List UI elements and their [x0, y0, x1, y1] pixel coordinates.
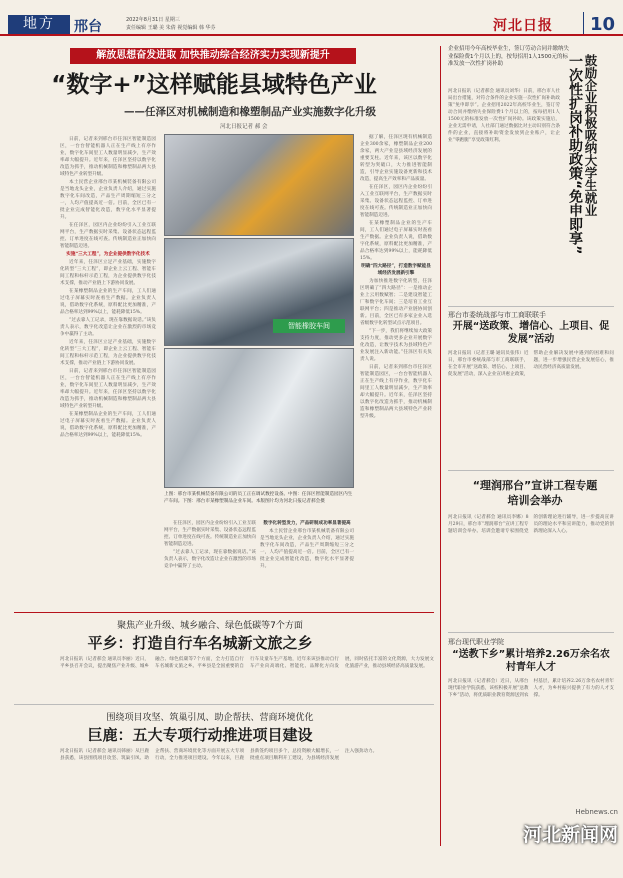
paragraph: 日前，记者来到邢台市任泽区智能制造园区，一台台智能机器人正在生产线上有序作业，数字化车间里工人数量明显减少，生产效率却大幅提升。近年来，任泽区坚持以数字化改造为抓手，推动机械制造和橡塑制品两大县域特色产业转型升级。: [360, 365, 432, 419]
news1-vertical-title-a: 鼓励企业积极吸纳大学生就业: [583, 54, 598, 217]
city-label: 邢台: [74, 19, 102, 35]
byline: 河北日报记者 郝 会: [220, 124, 268, 130]
watermark-logo: 河北新闻网: [522, 824, 618, 846]
workshop-sign: 智能橡胶车间: [273, 319, 345, 333]
main-article-col-2a: [164, 520, 256, 604]
news1-deck: [448, 46, 570, 69]
paragraph: “过去靠人工记录，现在靠数据说话。”该负责人表示，数字化改造让企业在激烈的市场竞争中赢得了主动。: [164, 550, 256, 569]
paragraph: 在某橡塑制品企业的生产车间，工人们通过电子屏幕实时查看生产数据。企业负责人说，借助数字化系统，原料配比更加精准，产品合格率达到99%以上，能耗降低15%。: [360, 221, 432, 261]
photo-robot-arm: [164, 134, 354, 236]
paragraph: 近年来，任泽区立足产业基础，实施数字化转型“三大工程”，即企业上云工程、智能车间工程和标杆示范工程，为企业提供数字化技术支撑，推动产业链上下游协同发展。: [60, 260, 156, 286]
news4-kicker: 邢台现代职业学院: [448, 638, 504, 646]
paragraph: 日前，记者来到邢台市任泽区智能制造园区，一台台智能机器人正在生产线上有序作业，数字化车间里工人数量明显减少，生产效率却大幅提升。近年来，任泽区坚持以数字化改造为抓手，推动机械制造和橡塑制品两大县域特色产业转型升级。: [60, 137, 156, 177]
julu-kicker: 围绕项目攻坚、筑巢引凤、助企帮扶、营商环境优化: [106, 713, 314, 723]
photo-factory-hall: [164, 348, 354, 488]
main-article-col-2b: [260, 520, 354, 604]
photo-production-line: [164, 238, 354, 346]
news4-text: 河北日报讯（记者郝会）近日，从邢台现代职业学院获悉，该校积极开展“送教下乡”活动，将优质职业教育资源送到农村基层，累计培养2.26万余名农村青年人才，为乡村振兴提供了有力的人才支撑。: [448, 679, 614, 698]
section-label: 地方: [23, 16, 55, 32]
section-divider: [14, 612, 434, 613]
date-line: 2022年8月31日 星期三: [126, 17, 180, 23]
paragraph: 在任泽区，园区内企业纷纷引入工业互联网平台，生产数据实时采集、设备状态远程监控、订单进度在线可查。传统制造业正加快向智能制造迈进。: [360, 185, 432, 218]
paragraph: 在某橡塑制品企业的生产车间，工人们通过电子屏幕实时查看生产数据。企业负责人说，借助数字化系统，原料配比更加精准，产品合格率达到99%以上，能耗降低15%。: [60, 289, 156, 315]
news4-headline: “送教下乡”累计培养2.26万余名农村青年人才: [452, 649, 610, 673]
paragraph: “过去靠人工记录，现在靠数据说话。”该负责人表示，数字化改造让企业在激烈的市场竞争中赢得了主动。: [60, 318, 156, 337]
main-article-col-3: [360, 134, 432, 604]
paragraph: 在任泽区，园区内企业纷纷引入工业互联网平台，生产数据实时采集、设备状态远程监控、订单进度在线可查。传统制造业正加快向智能制造迈进。: [164, 521, 256, 547]
julu-text: 河北日报讯（记者郝会 通讯员韩丽）从巨鹿县获悉，该县围绕项目攻坚、筑巢引凤、助企帮扶、营商环境优化等方面开展五大专项行动，全力推进项目建设。今年以来，巨鹿县新签约项目多个，总投资额大幅增长，一批重点项目顺利开工建设，为县域经济发展注入强劲动力。: [60, 749, 378, 761]
paragraph: 本土民营企业邢台市某机械装备有限公司是当地龙头企业，企业负责人介绍，通过实施数字化车间改造，产品生产周期缩短三分之一，人均产值提高近一倍。目前，全区已有一批企业完成智能化改造，数字化水平显著提升。: [260, 529, 354, 569]
subheading: 明确“四大路径”，打造数字赋能县域经济发展新引擎: [361, 264, 431, 276]
news2-text: 河北日报讯（记者王璐 通讯员张伟）近日，邢台市委统战部与市工商联联手，在全市开展“送政策、增信心、上项目、促发展”活动，深入企业宣讲惠企政策，帮助企业解决发展中遇到的困难和问题，进一步增强民营企业发展信心，推动民营经济高质量发展。: [448, 351, 614, 377]
news3-headline: “理润邢台”宣讲工程专题培训会举办: [472, 479, 598, 507]
paragraph: 据了解，任泽区现有机械制造企业300余家，橡塑制品企业200余家，两大产业是县域经济发展的重要支柱。近年来，该区以数字化转型为突破口，大力推进智能制造，引导企业实施设备更新和技术改造，提高生产效率和产品质量。: [360, 135, 432, 182]
main-article-col-1: [60, 136, 156, 606]
sidebar-divider: [448, 470, 614, 471]
pingxiang-kicker: 聚焦产业升级、城乡融合、绿色低碳等7个方面: [117, 621, 303, 631]
subheading: 数字化转型发力，产品研制成功率显著提高: [263, 521, 351, 526]
news1-vertical-title-b: 一次性扩岗补助政策“免申即享”: [567, 54, 583, 255]
pingxiang-text: 河北日报讯（记者郝会 通讯员李丽）近日，平乡县召开会议，提出聚焦产业升级、城乡融合、绿色低碳等7个方面，全力打造自行车名城新文旅之乡。平乡县是全国重要的自行车及童车生产基地，近年来该县推动自行车产业向高端化、智能化、品牌化方向发展，同时依托丰富的文化资源，大力发展文化旅游产业，推动县域经济高质量发展。: [60, 657, 434, 669]
news3-text: 河北日报讯（记者郝会 通讯员李娜）8月29日，邢台市“理润邢台”宣讲工程专题培训会举办。培训会邀请专家围绕党的创新理论进行辅导，进一步提高宣讲员的理论水平和宣讲能力，推动党的创新理论深入人心。: [448, 515, 614, 534]
paragraph: 在某橡塑制品企业的生产车间，工人们通过电子屏幕实时查看生产数据。企业负责人说，借助数字化系统，原料配比更加精准，产品合格率达到99%以上，能耗降低15%。: [60, 412, 156, 438]
watermark: [520, 808, 620, 874]
header-divider: [583, 12, 584, 34]
sidebar-divider: [448, 632, 614, 633]
paragraph: 在任泽区，园区内企业纷纷引入工业互联网平台，生产数据实时采集、设备状态远程监控、订单进度在线可查。传统制造业正加快向智能制造迈进。: [60, 223, 156, 249]
paper-logo: 河北日报: [493, 18, 553, 34]
sidebar-divider: [448, 306, 614, 307]
main-subheadline: ——任泽区对机械制造和橡塑制品产业实施数字化升级: [124, 106, 376, 118]
theme-banner: 解放思想奋发进取 加快推动综合经济实力实现新提升: [70, 48, 356, 64]
watermark-url: Hebnews.cn: [575, 808, 618, 816]
paragraph: 本土民营企业邢台市某机械装备有限公司是当地龙头企业，企业负责人介绍，通过实施数字化车间改造，产品生产周期缩短三分之一，人均产值提高近一倍。目前，全区已有一批企业完成智能化改造，数字化水平显著提升。: [60, 180, 156, 220]
paragraph: “下一步，我们将继续加大政策支持力度，推动更多企业开展数字化改造，让数字技术为县域特色产业发展注入新动能。”任泽区有关负责人说。: [360, 329, 432, 362]
subheading: 实施“三大工程”，为企业提供数字化技术: [66, 252, 150, 257]
pingxiang-headline: 平乡：打造自行车名城新文旅之乡: [87, 634, 313, 652]
news1-deck-text: 企业招用今年高校毕业生，签订劳动合同并缴纳失业保险费1个月以上的，按每招用1人1500元的标准发放一次性扩岗补助: [448, 46, 570, 67]
paragraph: 日前，记者来到邢台市任泽区智能制造园区，一台台智能机器人正在生产线上有序作业，数字化车间里工人数量明显减少，生产效率却大幅提升。近年来，任泽区坚持以数字化改造为抓手，推动机械制造和橡塑制品两大县域特色产业转型升级。: [60, 369, 156, 409]
main-headline: “数字+”这样赋能县域特色产业: [51, 72, 377, 98]
section-badge: [8, 15, 70, 34]
photo-caption: 上图：邢台市某机械装备有限公司的员工正在调试数控设备。中图：任泽区智能制造园区内生产车间。下图：邢台市某橡塑制品企业车间。本版图片均为河北日报记者郝会摄: [164, 492, 353, 504]
news2-kicker: 邢台市委统战部与市工商联联手: [448, 311, 546, 319]
paragraph: 近年来，任泽区立足产业基础，实施数字化转型“三大工程”，即企业上云工程、智能车间工程和标杆示范工程，为企业提供数字化技术支撑，推动产业链上下游协同发展。: [60, 340, 156, 366]
column-divider: [440, 46, 441, 846]
news1-text: 河北日报讯（记者郝会 通讯员刘华）日前，邢台市人社局出台措施，对符合条件的企业实施一次性扩岗补助政策“免申即享”。企业招用2022年高校毕业生，签订劳动合同并缴纳失业保险费1个月以上的，按每招用1人1500元的标准发放一次性扩岗补助。该政策实施后，企业无需申请，人社部门通过数据比对主动识别符合条件的企业，直接将补助资金发放到企业账户，让企业“零跑腿”享受政策红利。: [448, 89, 560, 143]
news2-headline: 开展“送政策、增信心、上项目、促发展”活动: [452, 321, 610, 345]
paragraph: 为加快推进数字化转型，任泽区明确了“四大路径”：一是推动企业上云用数赋智；二是建设智能工厂和数字化车间；三是培育工业互联网平台；四是推动产业链协同创新。目前，全区已有多家企业入选省级数字化转型试点示范项目。: [360, 279, 432, 326]
page-number: 10: [590, 14, 616, 35]
section-divider: [14, 704, 434, 705]
editor-line: 责任编辑 王璐 美 朱倩 视觉编辑 韩 华芬: [126, 25, 216, 31]
julu-headline: 巨鹿：五大专项行动推进项目建设: [87, 726, 313, 744]
page-header: [0, 0, 623, 36]
